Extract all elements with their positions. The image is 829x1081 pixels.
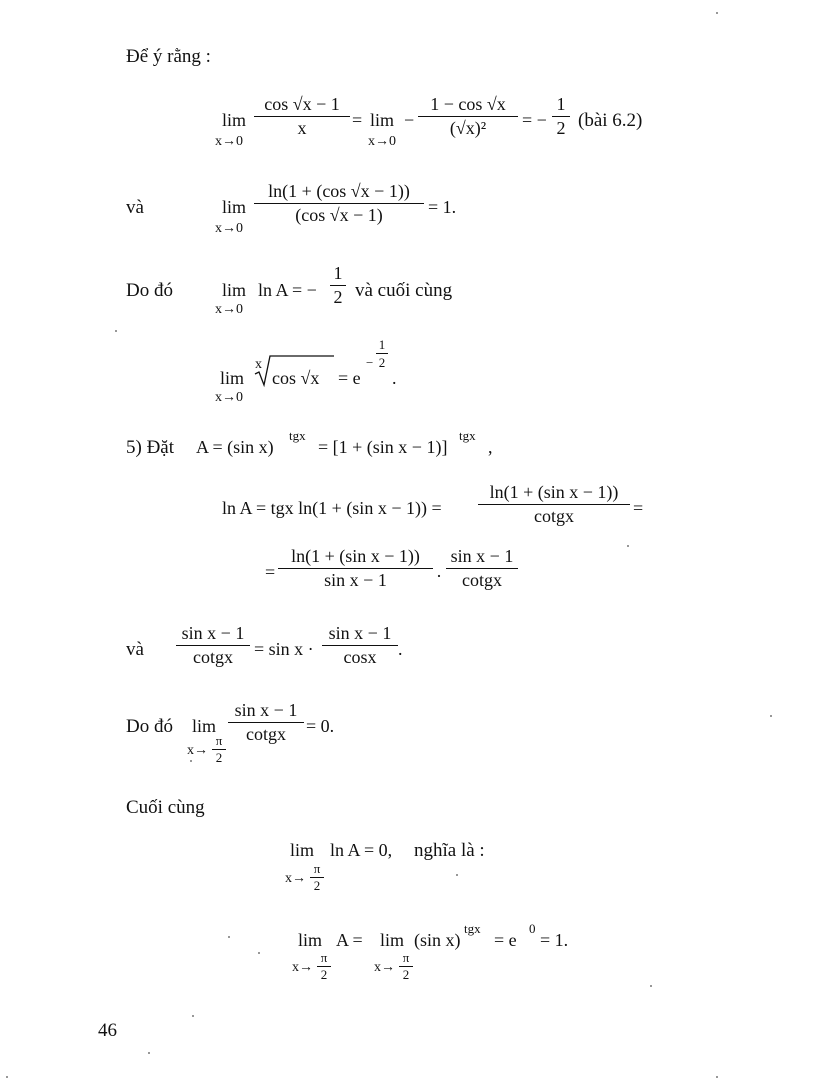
middle-expression: = sin x · — [254, 639, 314, 659]
fraction-numerator: cos √x − 1 — [264, 94, 340, 114]
lim-operator: lim — [370, 110, 395, 130]
fraction-numerator: ln(1 + (cos √x − 1)) — [268, 181, 410, 201]
fraction-2 — [446, 546, 518, 591]
expression-b: = [1 + (sin x − 1)] — [318, 437, 448, 457]
fraction-denominator: (√x)² — [449, 118, 487, 138]
connector-label: Do đó — [126, 280, 173, 301]
fraction-denominator: 2 — [215, 750, 223, 765]
fraction-numerator: 1 — [333, 263, 343, 283]
lim-operator: lim — [298, 930, 323, 950]
fraction-1 — [176, 623, 250, 668]
superscript: 0 — [529, 921, 536, 936]
fraction-denominator: x — [297, 118, 307, 138]
fraction-numerator: sin x − 1 — [181, 623, 245, 643]
lim-subscript: x→ — [292, 960, 313, 975]
fraction-denominator: 2 — [378, 355, 386, 370]
scan-speck — [148, 1052, 150, 1054]
lim-operator: lim — [222, 197, 247, 217]
scan-speck — [258, 952, 260, 954]
lim-subscript: x→ — [187, 743, 208, 758]
scan-speck — [716, 1076, 718, 1078]
fraction-denominator: (cos √x − 1) — [295, 205, 383, 225]
exponent-minus: − — [366, 355, 374, 370]
exercise-reference: (bài 6.2) — [578, 110, 643, 131]
subscript-fraction — [399, 951, 413, 982]
equals-sign: = — [633, 498, 644, 518]
lim-operator: lim — [222, 280, 247, 300]
fraction-numerator: 1 − cos √x — [430, 94, 506, 114]
equals-e: = e — [494, 930, 517, 950]
fraction-numerator: 1 — [378, 337, 386, 352]
fraction-bar — [254, 203, 424, 204]
fraction — [254, 181, 424, 226]
fraction-bar — [552, 116, 570, 117]
result: = 0. — [306, 716, 335, 736]
fraction-denominator: 2 — [556, 118, 566, 138]
radicand: cos √x — [272, 368, 320, 388]
exponent-fraction — [376, 337, 388, 370]
fraction-numerator: π — [402, 950, 410, 965]
fraction — [330, 263, 346, 308]
fraction-numerator: 1 — [556, 94, 566, 114]
expression: (sin x) — [414, 930, 461, 950]
lim-operator: lim — [290, 840, 315, 860]
comma: , — [488, 437, 493, 457]
equals-e: = e — [338, 368, 361, 388]
lim-operator: lim — [222, 110, 247, 130]
lhs-expression: ln A = tgx ln(1 + (sin x − 1)) = — [222, 498, 442, 518]
fraction-bar — [478, 504, 630, 505]
connector-label: và — [126, 197, 144, 218]
fraction-denominator: sin x − 1 — [324, 570, 387, 590]
fraction-numerator: π — [320, 950, 328, 965]
fraction-bar — [278, 568, 433, 569]
fraction-denominator: 2 — [320, 967, 328, 982]
subscript-fraction — [317, 951, 331, 982]
fraction-bar — [176, 645, 250, 646]
fraction-numerator: sin x − 1 — [450, 546, 514, 566]
scan-speck — [192, 1015, 194, 1017]
fraction-denominator: cosx — [343, 647, 377, 667]
root-index: x — [255, 357, 262, 372]
trailing-text: nghĩa là : — [414, 840, 485, 861]
fraction-bar — [376, 353, 388, 354]
lim-subscript: x→0 — [215, 302, 243, 317]
fraction — [478, 482, 630, 527]
scan-speck — [228, 936, 230, 938]
fraction-bar — [228, 722, 304, 723]
page-number: 46 — [98, 1020, 117, 1041]
trailing-text: và cuối cùng — [355, 280, 453, 301]
fraction — [228, 700, 304, 745]
subscript-fraction — [310, 862, 324, 893]
lim-subscript: x→ — [374, 960, 395, 975]
scan-speck — [456, 874, 458, 876]
result: = 1. — [540, 930, 569, 950]
lim-operator: lim — [380, 930, 405, 950]
expression-a: A = (sin x) — [196, 437, 274, 457]
conclusion-label: Cuối cùng — [126, 797, 205, 818]
fraction-bar — [322, 645, 398, 646]
scan-speck — [115, 330, 117, 332]
fraction-denominator: cotgx — [534, 506, 574, 526]
superscript: tgx — [464, 921, 481, 936]
fraction-2 — [418, 94, 518, 139]
fraction-bar — [254, 116, 350, 117]
fraction-bar — [446, 568, 518, 569]
fraction-numerator: sin x − 1 — [328, 623, 392, 643]
fraction-denominator: cotgx — [462, 570, 502, 590]
scan-speck — [770, 715, 772, 717]
result: = 1. — [428, 197, 457, 217]
superscript: tgx — [289, 428, 306, 443]
lim-operator: lim — [220, 368, 245, 388]
fraction-3 — [552, 94, 570, 139]
minus-sign: − — [404, 110, 415, 130]
subscript-fraction — [212, 734, 226, 765]
lim-subscript: x→ — [285, 871, 306, 886]
period: . — [398, 639, 403, 659]
fraction-denominator: cotgx — [193, 647, 233, 667]
lim-subscript: x→0 — [215, 134, 243, 149]
fraction-denominator: 2 — [333, 287, 343, 307]
scan-speck — [6, 1076, 8, 1078]
scan-speck — [627, 545, 629, 547]
fraction-1 — [278, 546, 433, 591]
fraction-numerator: sin x − 1 — [234, 700, 298, 720]
equals-sign: = — [265, 562, 276, 582]
fraction-denominator: cotgx — [246, 724, 286, 744]
fraction-numerator: π — [313, 861, 321, 876]
superscript: tgx — [459, 428, 476, 443]
fraction-bar — [418, 116, 518, 117]
expression: ln A = − — [258, 280, 317, 300]
connector-label: và — [126, 639, 144, 660]
fraction-denominator: 2 — [313, 878, 321, 893]
fraction-denominator: 2 — [402, 967, 410, 982]
connector-label: Do đó — [126, 716, 173, 737]
lim-subscript: x→0 — [368, 134, 396, 149]
fraction-numerator: π — [215, 733, 223, 748]
fraction-numerator: ln(1 + (sin x − 1)) — [489, 482, 619, 502]
lim-operator: lim — [192, 716, 217, 736]
item-label: 5) Đặt — [126, 437, 175, 458]
fraction-2 — [322, 623, 398, 668]
fraction-1 — [254, 94, 350, 139]
lim-subscript: x→0 — [215, 221, 243, 236]
fraction-bar — [330, 285, 346, 286]
period: . — [392, 368, 397, 388]
note-heading: Để ý rằng : — [126, 46, 211, 67]
expression: ln A = 0, — [330, 840, 393, 860]
fraction-numerator: ln(1 + (sin x − 1)) — [291, 546, 420, 566]
scan-speck — [716, 12, 718, 14]
scan-speck — [650, 985, 652, 987]
scan-speck — [190, 760, 192, 762]
equals-sign: = — [352, 110, 363, 130]
expression: A = — [336, 930, 363, 950]
lim-subscript: x→0 — [215, 390, 243, 405]
multiplication-dot: · — [436, 566, 442, 586]
equals-minus: = − — [522, 110, 547, 130]
